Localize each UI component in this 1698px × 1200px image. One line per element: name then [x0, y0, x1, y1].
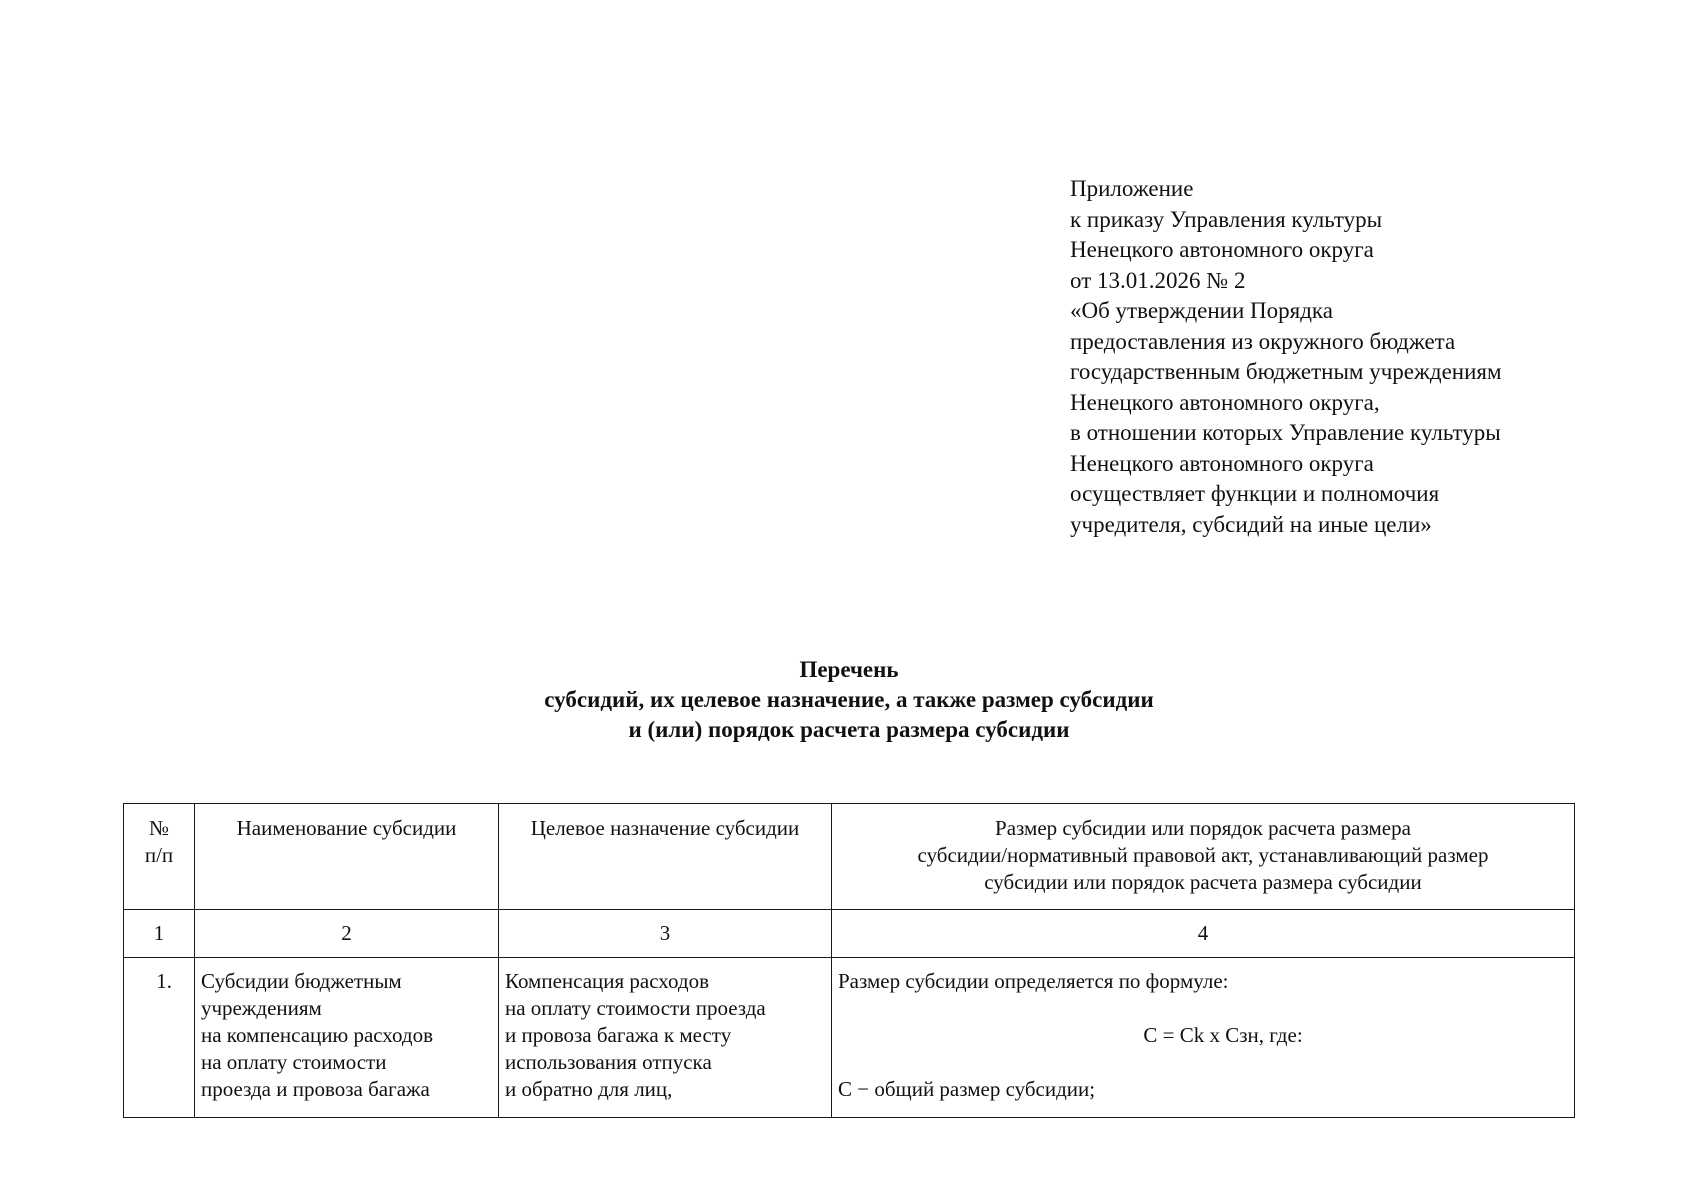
- subsidy-purpose-line: использования отпуска: [505, 1050, 712, 1074]
- appendix-block: [1070, 174, 1630, 540]
- header-size-line: субсидии или порядок расчета размера субсидии: [984, 870, 1422, 894]
- table-header-row: [124, 804, 1575, 910]
- column-number: 3: [499, 910, 832, 958]
- header-size-line: субсидии/нормативный правовой акт, устанавливающий размер: [917, 843, 1489, 867]
- column-number: 2: [195, 910, 499, 958]
- heading-title: Перечень: [799, 657, 899, 682]
- column-number: 1: [124, 910, 195, 958]
- subsidy-purpose-line: на оплату стоимости проезда: [505, 996, 766, 1020]
- appendix-line: учредителя, субсидий на иные цели»: [1070, 511, 1432, 537]
- size-formula: С = Ck x Сзн, где:: [1143, 1023, 1303, 1047]
- header-size: [832, 804, 1575, 910]
- appendix-line: Ненецкого автономного округа: [1070, 450, 1374, 476]
- column-number: 4: [832, 910, 1575, 958]
- appendix-line: Ненецкого автономного округа,: [1070, 389, 1380, 415]
- header-purpose: Целевое назначение субсидии: [499, 804, 832, 910]
- appendix-line: к приказу Управления культуры: [1070, 206, 1383, 232]
- subsidy-name-line: проезда и провоза багажа: [201, 1077, 430, 1101]
- header-name: Наименование субсидии: [195, 804, 499, 910]
- heading-subtitle-line: и (или) порядок расчета размера субсидии: [628, 717, 1070, 742]
- document-heading: [0, 655, 1698, 745]
- appendix-line: в отношении которых Управление культуры: [1070, 420, 1501, 445]
- subsidy-name-line: на компенсацию расходов: [201, 1023, 434, 1047]
- header-number-line: п/п: [144, 843, 174, 867]
- size-intro: Размер субсидии определяется по формуле:: [838, 969, 1229, 993]
- appendix-line: от 13.01.2026 № 2: [1070, 267, 1246, 293]
- appendix-line: Ненецкого автономного округа: [1070, 237, 1374, 262]
- header-number-line: №: [148, 816, 170, 840]
- size-definition: С − общий размер субсидии;: [838, 1077, 1096, 1101]
- subsidy-name-line: учреждениям: [201, 996, 322, 1020]
- heading-subtitle-line: субсидий, их целевое назначение, а также размер субсидии: [544, 687, 1154, 712]
- row-index: 1.: [124, 958, 195, 1118]
- subsidy-size: [832, 958, 1575, 1118]
- table-row: [124, 958, 1575, 1118]
- header-size-line: Размер субсидии или порядок расчета размера: [995, 816, 1411, 840]
- appendix-line: государственным бюджетным учреждениям: [1070, 359, 1502, 384]
- subsidy-purpose-line: и обратно для лиц,: [505, 1077, 673, 1101]
- appendix-line: осуществляет функции и полномочия: [1070, 481, 1440, 506]
- subsidy-name-line: на оплату стоимости: [201, 1050, 387, 1074]
- subsidy-purpose-line: и провоза багажа к месту: [505, 1023, 732, 1047]
- subsidy-purpose: [499, 958, 832, 1118]
- appendix-line: предоставления из окружного бюджета: [1070, 328, 1456, 354]
- column-number-row: [124, 910, 1575, 958]
- header-number: [124, 804, 195, 910]
- subsidies-table: [123, 803, 1575, 1118]
- appendix-line: «Об утверждении Порядка: [1070, 298, 1333, 323]
- subsidy-purpose-line: Компенсация расходов: [505, 969, 709, 993]
- subsidy-name-line: Субсидии бюджетным: [201, 969, 402, 993]
- subsidy-name: [195, 958, 499, 1118]
- appendix-line: Приложение: [1070, 176, 1194, 201]
